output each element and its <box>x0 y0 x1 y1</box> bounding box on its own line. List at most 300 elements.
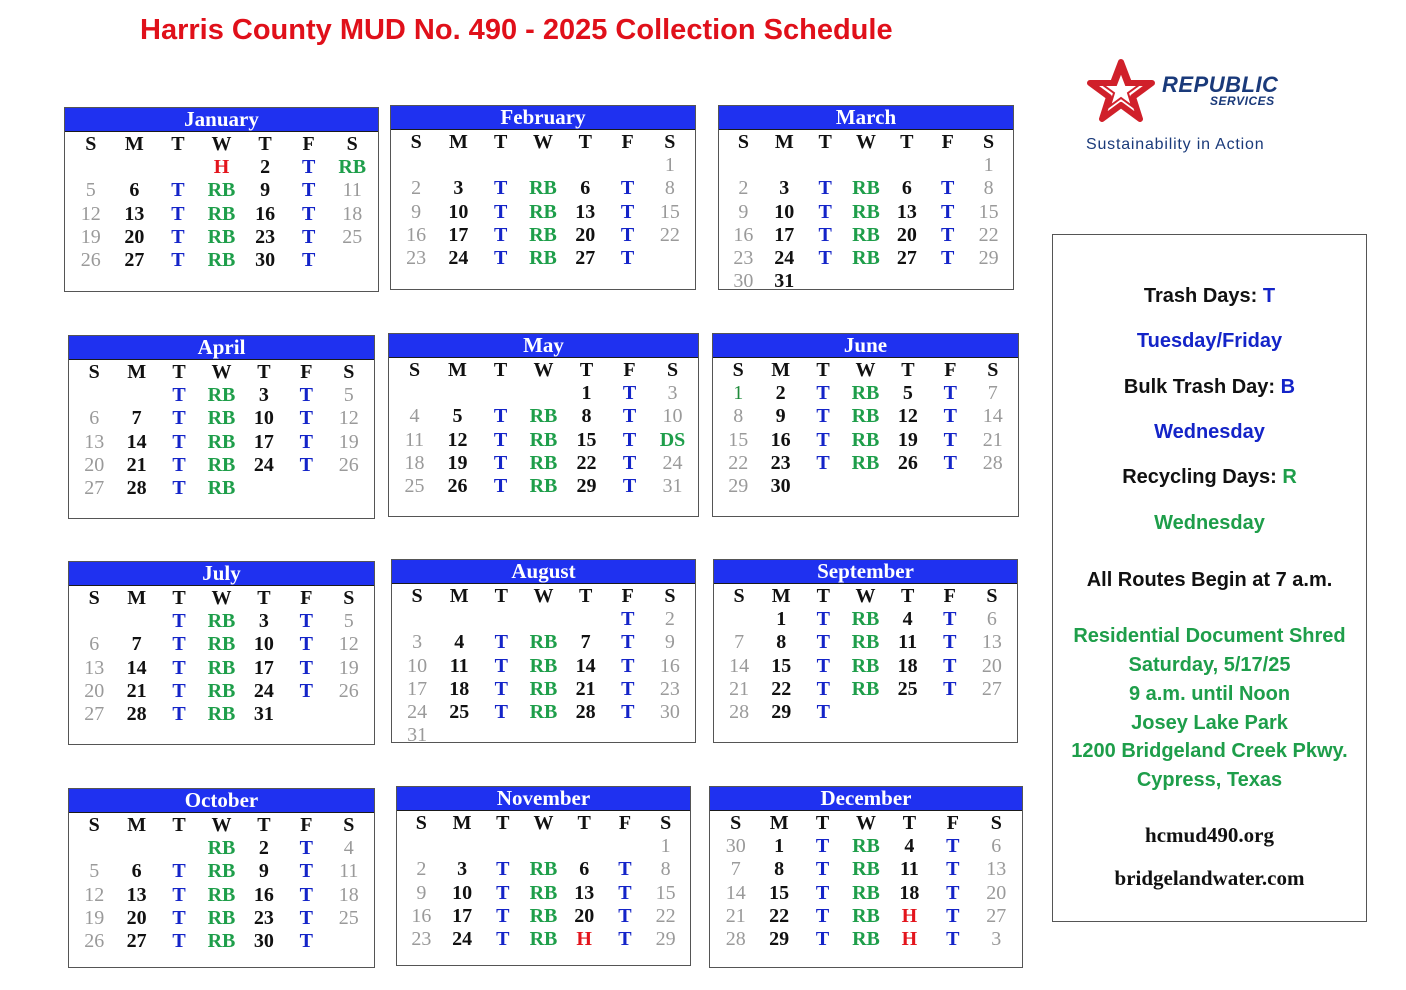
weekday-header: W <box>855 811 876 834</box>
recycle-bulk-day-cell: RB <box>852 223 880 246</box>
weekday-header: T <box>900 130 914 153</box>
trash-day-cell: T <box>816 654 831 677</box>
trash-day-cell: T <box>622 428 637 451</box>
weekday-header: T <box>816 584 831 607</box>
day-cell: 4 <box>904 834 915 857</box>
trash-day-cell: T <box>622 451 637 474</box>
trash-day-cell: T <box>171 202 185 225</box>
day-cell <box>971 700 1013 723</box>
trash-day-cell: T <box>299 883 314 906</box>
trash-day-cell: T <box>172 407 186 430</box>
recycle-bulk-day-cell: RB <box>529 701 558 724</box>
day-cell: 1 <box>581 381 592 404</box>
day-cell: 1 <box>660 834 671 857</box>
day-cell: 28 <box>729 701 750 724</box>
recycle-bulk-day-cell: RB <box>852 247 880 270</box>
weekday-header: M <box>127 586 147 609</box>
day-cell: 11 <box>899 858 919 881</box>
day-cell: 6 <box>901 177 912 200</box>
day-cell: 26 <box>338 453 359 476</box>
day-cell <box>929 474 971 497</box>
weekday-header: M <box>124 132 144 155</box>
recycle-bulk-day-cell: RB <box>207 383 236 406</box>
trash-day-cell: T <box>946 881 960 904</box>
recycle-bulk-day-cell: RB <box>529 200 557 223</box>
trash-day-cell: T <box>493 405 508 428</box>
month-february <box>390 105 696 290</box>
weekday-header: S <box>990 811 1002 834</box>
weekday-header: T <box>257 813 271 836</box>
day-cell: 15 <box>659 200 680 223</box>
day-cell <box>649 246 691 269</box>
trash-day-cell: T <box>622 405 637 428</box>
day-cell: 14 <box>126 430 147 453</box>
day-cell: 13 <box>124 202 145 225</box>
day-cell: 18 <box>449 677 470 700</box>
weekday-header: M <box>769 811 789 834</box>
day-cell: 14 <box>729 654 750 677</box>
trash-day-cell: T <box>816 381 830 404</box>
weekday-header: F <box>300 813 313 836</box>
day-cell: 6 <box>129 179 140 202</box>
weekday-header: T <box>494 584 509 607</box>
weekday-header: T <box>578 584 593 607</box>
recycle-bulk-day-cell: RB <box>529 928 558 951</box>
day-cell: 21 <box>126 679 147 702</box>
day-cell <box>844 474 886 497</box>
weekday-header: T <box>257 586 271 609</box>
weekday-header: W <box>533 358 554 381</box>
day-cell: 5 <box>452 405 463 428</box>
day-cell: 6 <box>986 607 997 630</box>
day-cell: 24 <box>407 701 428 724</box>
day-cell: 20 <box>575 223 596 246</box>
day-cell: 20 <box>986 881 1007 904</box>
day-cell: 15 <box>771 654 792 677</box>
recycle-bulk-day-cell: RB <box>529 223 557 246</box>
day-cell: 13 <box>574 881 595 904</box>
day-cell <box>328 476 370 499</box>
trash-day-cell: T <box>494 701 509 724</box>
trash-day-cell: T <box>172 860 186 883</box>
trash-day-cell: T <box>494 223 508 246</box>
day-cell: 13 <box>896 200 917 223</box>
day-cell: 28 <box>725 928 746 951</box>
recycle-bulk-day-cell: RB <box>851 405 880 428</box>
trash-days-value: Tuesday/Friday <box>1136 330 1283 352</box>
trash-day-cell: T <box>301 155 316 178</box>
trash-day-cell: T <box>496 858 510 881</box>
weekday-header: S <box>732 358 744 381</box>
day-cell: 9 <box>775 405 786 428</box>
day-cell: 3 <box>457 858 468 881</box>
day-cell: 4 <box>343 836 354 859</box>
day-cell: 24 <box>452 928 473 951</box>
day-cell <box>482 834 523 857</box>
trash-day-cell: T <box>494 200 508 223</box>
day-cell: 11 <box>898 631 918 654</box>
day-cell <box>479 381 522 404</box>
recycle-bulk-day-cell: RB <box>207 860 236 883</box>
day-cell: 14 <box>725 881 746 904</box>
recycle-bulk-day-cell: RB <box>207 179 236 202</box>
day-cell: 31 <box>253 703 274 726</box>
trash-day-cell: T <box>301 202 316 225</box>
weekday-header: T <box>578 130 592 153</box>
day-cell: 22 <box>576 451 597 474</box>
weekday-header: T <box>496 811 510 834</box>
trash-day-cell: T <box>299 453 314 476</box>
day-cell <box>328 702 370 725</box>
trash-day-cell: T <box>815 881 830 904</box>
recycle-bulk-day-cell: RB <box>207 883 236 906</box>
weekday-header: W <box>855 584 876 607</box>
month-july <box>68 561 375 745</box>
day-cell: 27 <box>986 904 1007 927</box>
holiday-cell: H <box>901 928 918 951</box>
trash-day-cell: T <box>941 177 955 200</box>
weekday-header: S <box>343 586 355 609</box>
month-grid <box>69 360 374 500</box>
day-cell: 9 <box>738 200 749 223</box>
trash-day-cell: T <box>620 223 635 246</box>
day-cell: 20 <box>896 223 917 246</box>
month-name: May <box>389 334 698 358</box>
recycle-bulk-day-cell: RB <box>852 858 880 881</box>
day-cell: 19 <box>84 906 105 929</box>
day-cell: 8 <box>776 631 787 654</box>
day-cell: 30 <box>733 270 754 293</box>
day-cell: 23 <box>253 906 274 929</box>
weekday-header: W <box>211 586 232 609</box>
weekday-header: S <box>88 586 100 609</box>
day-cell: 22 <box>769 904 790 927</box>
day-cell <box>156 155 200 178</box>
recycle-bulk-day-cell: RB <box>529 428 558 451</box>
day-cell <box>522 381 565 404</box>
day-cell: 26 <box>84 930 105 953</box>
bulk-trash-line <box>1053 376 1366 399</box>
trash-day-cell: T <box>946 904 960 927</box>
trash-day-cell: T <box>943 631 957 654</box>
day-cell: 12 <box>447 428 468 451</box>
day-cell: 24 <box>448 247 469 270</box>
day-cell: 4 <box>409 405 420 428</box>
day-cell: 3 <box>453 177 464 200</box>
month-grid <box>389 358 698 498</box>
recycle-bulk-day-cell: RB <box>529 177 557 200</box>
day-cell: 18 <box>338 883 359 906</box>
weekday-header: S <box>88 360 100 383</box>
day-cell: 11 <box>342 179 362 202</box>
trash-day-cell: T <box>946 858 960 881</box>
recycle-bulk-day-cell: RB <box>529 475 558 498</box>
trash-day-cell: T <box>816 405 830 428</box>
month-grid <box>710 811 1022 951</box>
weekday-header: W <box>211 132 232 155</box>
bulk-trash-value: Wednesday <box>1154 421 1265 443</box>
day-cell <box>564 153 606 176</box>
holiday-cell: H <box>213 155 230 178</box>
weekday-header: T <box>493 358 508 381</box>
trash-day-cell: T <box>621 701 635 724</box>
weekday-header: F <box>944 358 957 381</box>
month-name: March <box>719 106 1013 130</box>
trash-day-cell: T <box>943 607 957 630</box>
day-cell: 16 <box>659 654 680 677</box>
day-cell: 2 <box>775 381 786 404</box>
recycling-value: Wednesday <box>1154 512 1265 534</box>
day-cell: 10 <box>452 881 473 904</box>
trash-day-cell: T <box>299 679 314 702</box>
day-cell: 25 <box>897 677 918 700</box>
day-cell: 6 <box>580 177 591 200</box>
trash-day-cell: T <box>943 677 957 700</box>
month-name: July <box>69 562 374 586</box>
day-cell <box>723 153 764 176</box>
day-cell: 18 <box>897 654 918 677</box>
day-cell: 8 <box>733 405 744 428</box>
weekday-header: W <box>533 811 554 834</box>
day-cell: 8 <box>664 177 675 200</box>
month-december <box>709 786 1023 968</box>
trash-day-cell: T <box>493 475 508 498</box>
day-cell: 4 <box>454 631 465 654</box>
logo-name: REPUBLIC <box>1162 72 1279 97</box>
trash-day-cell: T <box>618 881 632 904</box>
day-cell: 13 <box>986 858 1007 881</box>
day-cell <box>972 474 1014 497</box>
day-cell <box>522 607 564 630</box>
trash-day-cell: T <box>493 451 508 474</box>
trash-day-cell: T <box>621 631 635 654</box>
day-cell <box>887 474 929 497</box>
trash-day-cell: T <box>818 247 832 270</box>
day-cell <box>401 834 442 857</box>
day-cell: 27 <box>84 703 105 726</box>
day-cell <box>764 153 805 176</box>
recycle-bulk-day-cell: RB <box>207 609 236 632</box>
trash-day-cell: T <box>299 930 314 953</box>
trash-day-cell: T <box>494 677 509 700</box>
day-cell: 13 <box>126 883 147 906</box>
day-cell: 15 <box>769 881 790 904</box>
day-cell <box>480 607 522 630</box>
trash-day-cell: T <box>299 609 314 632</box>
holiday-cell: H <box>576 928 592 951</box>
day-cell <box>606 153 648 176</box>
weekday-header: S <box>664 130 676 153</box>
weekday-header: T <box>257 360 271 383</box>
trash-day-cell: T <box>818 177 832 200</box>
day-cell <box>396 607 438 630</box>
day-cell <box>649 724 691 747</box>
day-cell <box>243 476 285 499</box>
day-cell: 6 <box>89 407 100 430</box>
weekday-header: M <box>452 811 472 834</box>
day-cell: 2 <box>416 858 427 881</box>
day-cell: 21 <box>575 677 596 700</box>
trash-day-cell: T <box>816 631 831 654</box>
weekday-header: T <box>815 811 830 834</box>
day-cell <box>846 270 887 293</box>
recycle-bulk-day-cell: RB <box>851 428 880 451</box>
recycle-bulk-day-cell: RB <box>529 677 558 700</box>
day-cell: 2 <box>260 155 271 178</box>
day-cell: 11 <box>404 428 425 451</box>
weekday-header: M <box>127 360 147 383</box>
day-cell: 6 <box>991 834 1002 857</box>
weekday-header: S <box>730 811 742 834</box>
trash-day-cell: T <box>622 381 637 404</box>
trash-day-cell: T <box>172 633 186 656</box>
republic-services-logo <box>1084 58 1314 158</box>
recycle-bulk-day-cell: RB <box>207 225 236 248</box>
day-cell: 8 <box>983 177 994 200</box>
trash-day-cell: T <box>620 247 635 270</box>
day-cell: 13 <box>84 430 105 453</box>
shred-time: 9 a.m. until Noon <box>1128 683 1291 705</box>
weekday-header: S <box>88 813 100 836</box>
recycle-bulk-day-cell: RB <box>207 633 236 656</box>
trash-day-cell: T <box>299 430 314 453</box>
trash-day-cell: T <box>618 904 632 927</box>
day-cell: 16 <box>255 202 276 225</box>
republic-star-icon <box>1084 58 1158 124</box>
month-october <box>68 788 375 968</box>
day-cell <box>523 834 564 857</box>
trash-day-cell: T <box>816 701 831 724</box>
trash-day-cell: T <box>815 904 830 927</box>
weekday-header: T <box>816 358 830 381</box>
recycle-bulk-day-cell: RB <box>851 451 880 474</box>
day-cell: 27 <box>84 477 105 500</box>
day-cell: 3 <box>991 928 1002 951</box>
day-cell: 16 <box>253 883 274 906</box>
recycle-bulk-day-cell: RB <box>852 928 880 951</box>
trash-day-cell: T <box>494 247 508 270</box>
day-cell: 3 <box>667 381 678 404</box>
weekday-header: T <box>902 811 917 834</box>
day-cell: 22 <box>659 223 680 246</box>
trash-day-cell: T <box>621 654 635 677</box>
weekday-header: W <box>211 360 232 383</box>
day-cell: 23 <box>406 247 427 270</box>
day-cell: 7 <box>734 631 745 654</box>
day-cell <box>886 270 927 293</box>
month-grid <box>392 584 695 747</box>
trash-day-cell: T <box>816 607 831 630</box>
day-cell <box>158 836 200 859</box>
day-cell: 26 <box>338 679 359 702</box>
day-cell: 7 <box>131 633 142 656</box>
weekday-header: W <box>855 358 876 381</box>
day-cell: 30 <box>255 249 276 272</box>
day-cell: 28 <box>126 477 147 500</box>
day-cell <box>69 155 113 178</box>
weekday-header: F <box>946 811 959 834</box>
day-cell: 20 <box>124 225 145 248</box>
weekday-header: T <box>258 132 272 155</box>
day-cell: 29 <box>769 928 790 951</box>
day-cell <box>805 153 846 176</box>
day-cell: 23 <box>733 247 754 270</box>
month-august <box>391 559 696 747</box>
weekday-header: M <box>448 358 467 381</box>
day-cell <box>968 270 1009 293</box>
trash-day-cell: T <box>818 223 832 246</box>
trash-day-cell: T <box>943 451 958 474</box>
day-cell: 9 <box>260 179 271 202</box>
weekday-header: S <box>987 358 999 381</box>
trash-day-cell: T <box>494 654 509 677</box>
weekday-header: S <box>343 360 355 383</box>
day-cell <box>73 836 115 859</box>
recycle-bulk-day-cell: RB <box>529 881 558 904</box>
trash-day-cell: T <box>622 475 637 498</box>
day-cell: 10 <box>253 407 274 430</box>
trash-day-cell: T <box>818 200 832 223</box>
day-cell: 13 <box>575 200 596 223</box>
trash-day-cell: T <box>496 904 510 927</box>
trash-day-cell: T <box>172 453 186 476</box>
day-cell: 19 <box>897 428 918 451</box>
day-cell: 4 <box>902 607 913 630</box>
trash-day-cell: T <box>171 179 185 202</box>
day-cell: 15 <box>728 428 749 451</box>
day-cell <box>564 834 605 857</box>
website-hcmud[interactable]: hcmud490.org <box>1145 823 1274 847</box>
trash-day-cell: T <box>172 430 186 453</box>
day-cell <box>886 153 927 176</box>
day-cell: 5 <box>85 179 96 202</box>
logo-sub: SERVICES <box>1210 94 1275 108</box>
month-name: November <box>397 787 690 811</box>
day-cell: 23 <box>411 928 432 951</box>
trash-day-cell: T <box>815 858 830 881</box>
day-cell: 7 <box>987 381 998 404</box>
month-april <box>68 335 375 519</box>
day-cell: 24 <box>774 247 795 270</box>
trash-day-cell: T <box>299 383 314 406</box>
day-cell: 31 <box>662 475 683 498</box>
trash-day-cell: T <box>301 249 316 272</box>
day-cell: 23 <box>255 225 276 248</box>
weekday-header: F <box>300 360 313 383</box>
day-cell: 8 <box>581 405 592 428</box>
trash-day-cell: T <box>946 834 960 857</box>
website-bridgeland[interactable]: bridgelandwater.com <box>1114 866 1305 890</box>
weekday-header: F <box>623 358 636 381</box>
weekday-header: S <box>737 130 749 153</box>
day-cell: 22 <box>771 677 792 700</box>
page-title: Harris County MUD No. 490 - 2025 Collection Schedule <box>140 14 893 46</box>
weekday-header: T <box>901 358 915 381</box>
recycle-bulk-day-cell: RB <box>852 200 880 223</box>
day-cell: 17 <box>253 656 274 679</box>
day-cell: 28 <box>126 703 147 726</box>
weekday-header: S <box>986 584 998 607</box>
day-cell: 20 <box>126 906 147 929</box>
trash-day-cell: T <box>621 677 635 700</box>
day-cell: 31 <box>407 724 428 747</box>
month-grid <box>397 811 690 951</box>
recycle-bulk-day-cell: RB <box>207 906 236 929</box>
day-cell <box>115 609 157 632</box>
recycle-bulk-day-cell: RB <box>207 679 236 702</box>
trash-day-cell: T <box>171 225 185 248</box>
day-cell: 19 <box>338 656 359 679</box>
